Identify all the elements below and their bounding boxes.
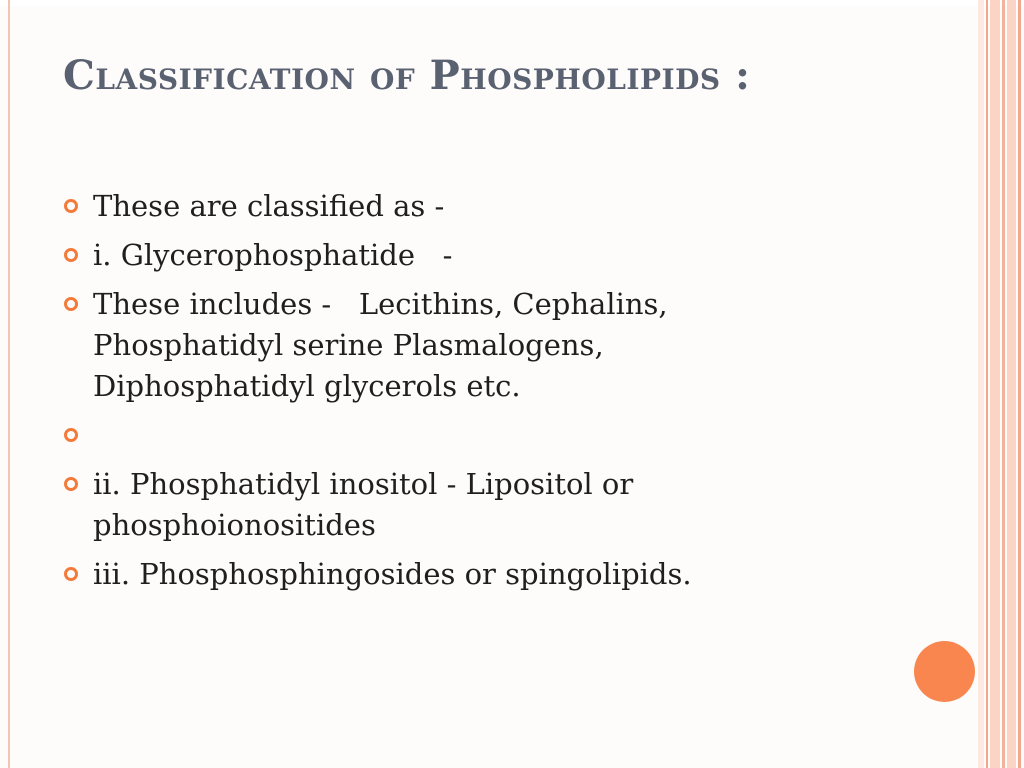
right-edge-stripe [990, 0, 1000, 768]
right-edge-stripe [1007, 0, 1016, 768]
right-edge-stripe [1002, 0, 1005, 768]
bullet-item [62, 235, 762, 276]
bullet-text: iii. Phosphosphingosides or spingolipids. [93, 557, 692, 591]
bullet-item [62, 554, 762, 595]
right-edge-stripe [986, 0, 988, 768]
bullet-text: These are classified as - [93, 189, 445, 223]
right-edge-stripe [1018, 0, 1021, 768]
bullet-item [62, 186, 762, 227]
left-border-line [8, 0, 10, 768]
bullet-ring-icon [64, 297, 78, 311]
bullet-ring-icon [64, 248, 78, 262]
bullet-item [62, 284, 762, 407]
slide-title: Classification of Phospholipids : [63, 52, 751, 99]
bullet-list [62, 186, 762, 603]
bullet-ring-icon [64, 428, 78, 442]
bullet-ring-icon [64, 567, 78, 581]
bullet-text: i. Glycerophosphatide - [93, 238, 453, 272]
bullet-text: ii. Phosphatidyl inositol - Lipositol or phosphoionositides [93, 467, 643, 542]
right-edge-stripe [978, 0, 984, 768]
bullet-ring-icon [64, 477, 78, 491]
bullet-item-empty [62, 415, 762, 456]
bullet-ring-icon [64, 199, 78, 213]
bullet-item [62, 464, 762, 546]
bullet-text: These includes - Lecithins, Cephalins, Phosphatidyl serine Plasmalogens, Diphosphatidyl glycerols etc. [93, 287, 677, 403]
top-border [0, 0, 1024, 6]
decorative-circle [914, 641, 975, 702]
